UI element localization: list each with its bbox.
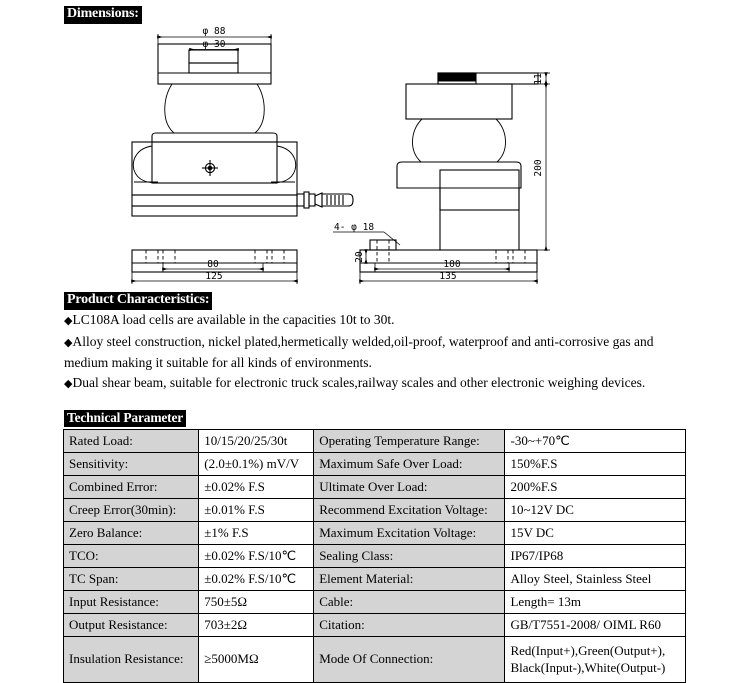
dim-label-phi88: φ 88 <box>202 26 226 37</box>
param-value: ±0.01% F.S <box>199 499 314 522</box>
param-label: Insulation Resistance: <box>64 637 199 683</box>
param-label: Mode Of Connection: <box>314 637 505 683</box>
param-label: Creep Error(30min): <box>64 499 199 522</box>
dim-135 <box>360 271 537 284</box>
table-row <box>64 545 686 568</box>
front-view-group <box>132 26 353 284</box>
param-label: Sealing Class: <box>314 545 505 568</box>
param-value: -30~+70℃ <box>505 430 686 453</box>
param-label: Ultimate Over Load: <box>314 476 505 499</box>
table-row <box>64 499 686 522</box>
param-label: Maximum Excitation Voltage: <box>314 522 505 545</box>
table-row <box>64 430 686 453</box>
diamond-bullet-icon: ◆ <box>64 315 73 327</box>
dim-label-4-phi18: 4- φ 18 <box>334 222 375 233</box>
dim-label-20: 20 <box>354 251 365 263</box>
param-label: Sensitivity: <box>64 453 199 476</box>
param-value: 15V DC <box>505 522 686 545</box>
product-characteristics-list <box>64 310 689 394</box>
table-row <box>64 522 686 545</box>
param-value: 10~12V DC <box>505 499 686 522</box>
dim-label-135: 135 <box>439 271 457 282</box>
param-label: Maximum Safe Over Load: <box>314 453 505 476</box>
param-value: GB/T7551-2008/ OIML R60 <box>505 614 686 637</box>
dim-label-125: 125 <box>205 271 223 282</box>
product-characteristics-section-header: Product Characteristics: <box>64 292 212 310</box>
param-value: ≥5000MΩ <box>199 637 314 683</box>
dim-label-200: 200 <box>533 159 544 177</box>
cable-connector <box>297 192 353 208</box>
list-item-text: Dual shear beam, suitable for electronic truck scales,railway scales and other electronic weighing devices. <box>72 374 646 390</box>
list-item-text: Alloy steel construction, nickel plated,hermetically welded,oil-proof, waterproof and anti-corrosive gas and medium making it suitable for all kinds of environments. <box>64 333 654 370</box>
param-value: Length= 13m <box>505 591 686 614</box>
diamond-bullet-icon: ◆ <box>64 336 73 349</box>
list-item-text: LC108A load cells are available in the capacities 10t to 30t. <box>72 312 395 327</box>
list-item <box>64 310 689 332</box>
dim-label-100: 100 <box>443 259 461 270</box>
param-value: 150%F.S <box>505 453 686 476</box>
param-value: (2.0±0.1%) mV/V <box>199 453 314 476</box>
param-label: Citation: <box>314 614 505 637</box>
param-value: ±0.02% F.S/10℃ <box>199 545 314 568</box>
dim-label-11: 11 <box>533 73 544 85</box>
diamond-bullet-icon: ◆ <box>64 377 73 390</box>
param-value: IP67/IP68 <box>505 545 686 568</box>
param-value: Red(Input+),Green(Output+), Black(Input-),White(Output-) <box>505 637 686 683</box>
param-value: 750±5Ω <box>199 591 314 614</box>
param-label: Zero Balance: <box>64 522 199 545</box>
param-label: TCO: <box>64 545 199 568</box>
center-mark-icon <box>202 160 218 176</box>
param-value: 703±2Ω <box>199 614 314 637</box>
table-row <box>64 568 686 591</box>
table-row <box>64 453 686 476</box>
param-label: Operating Temperature Range: <box>314 430 505 453</box>
dim-200 <box>533 84 550 250</box>
param-value: ±0.02% F.S/10℃ <box>199 568 314 591</box>
list-item <box>64 373 689 395</box>
technical-parameter-section-header: Technical Parameter <box>64 410 186 427</box>
dimensions-section-header: Dimensions: <box>64 6 142 24</box>
dim-125 <box>132 271 297 284</box>
param-label: Rated Load: <box>64 430 199 453</box>
list-item <box>64 332 689 373</box>
dimension-drawings <box>0 18 750 288</box>
side-view-group <box>333 73 550 284</box>
table-row <box>64 614 686 637</box>
param-label: Combined Error: <box>64 476 199 499</box>
param-label: Input Resistance: <box>64 591 199 614</box>
callout-4-phi18 <box>333 222 400 245</box>
dim-label-80: 80 <box>207 259 219 270</box>
param-label: TC Span: <box>64 568 199 591</box>
load-cell-drawing-svg <box>0 18 750 288</box>
table-row <box>64 637 686 683</box>
dim-label-phi30: φ 30 <box>202 39 226 50</box>
technical-parameter-table <box>63 429 686 683</box>
param-value: ±0.02% F.S <box>199 476 314 499</box>
param-label: Recommend Excitation Voltage: <box>314 499 505 522</box>
param-label: Cable: <box>314 591 505 614</box>
param-label: Element Material: <box>314 568 505 591</box>
param-value: ±1% F.S <box>199 522 314 545</box>
table-row <box>64 591 686 614</box>
param-value: Alloy Steel, Stainless Steel <box>505 568 686 591</box>
dim-11 <box>512 73 550 85</box>
table-row <box>64 476 686 499</box>
param-value: 10/15/20/25/30t <box>199 430 314 453</box>
param-value: 200%F.S <box>505 476 686 499</box>
param-label: Output Resistance: <box>64 614 199 637</box>
